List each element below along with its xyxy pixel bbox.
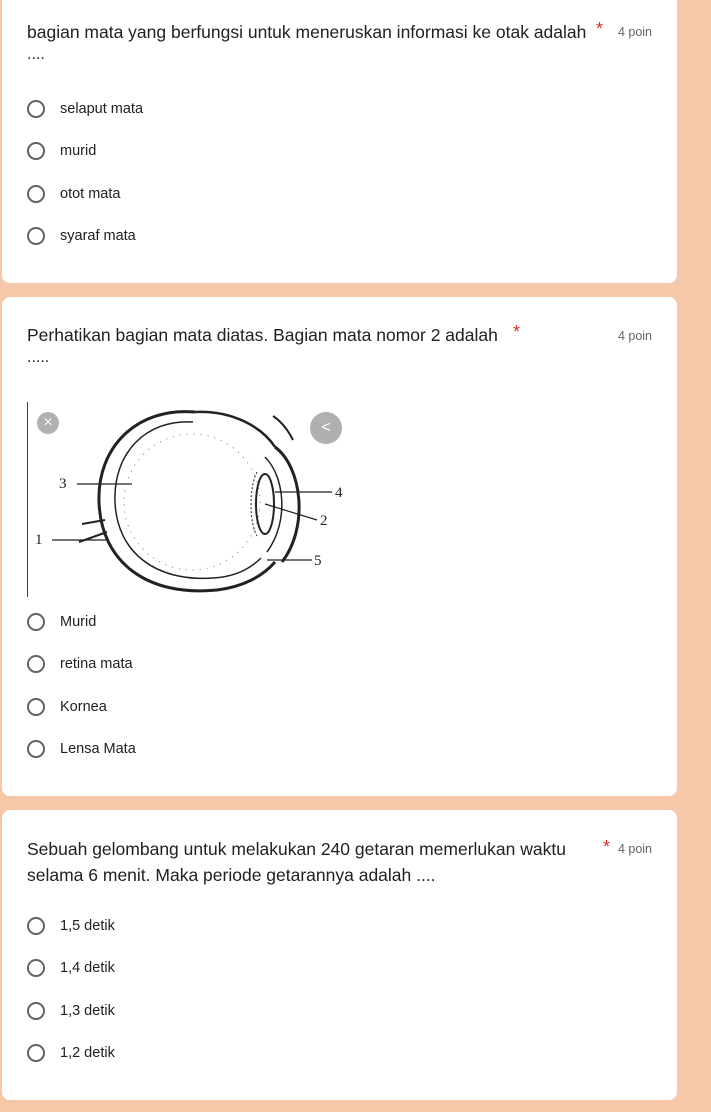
option-kornea[interactable] — [27, 695, 107, 719]
image-border — [27, 402, 28, 597]
option-otot-mata[interactable] — [27, 182, 120, 206]
question-3-points: 4 poin — [617, 842, 652, 856]
option-1-3-detik[interactable] — [27, 999, 115, 1023]
question-2-title: Perhatikan bagian mata diatas. Bagian mata nomor 2 adalah — [27, 325, 498, 345]
option-murid-2[interactable] — [27, 610, 96, 634]
required-asterisk: * — [603, 837, 611, 857]
question-1-points: 4 poin — [617, 25, 652, 39]
radio-button[interactable] — [27, 917, 45, 935]
radio-button[interactable] — [27, 185, 45, 203]
eye-diagram-image — [27, 402, 347, 597]
question-card-3 — [2, 810, 677, 1100]
radio-button[interactable] — [27, 142, 45, 160]
option-label: 1,3 detik — [60, 1003, 115, 1019]
option-syaraf-mata[interactable] — [27, 224, 136, 248]
option-label: 1,4 detik — [60, 960, 115, 976]
option-label: 1,2 detik — [60, 1045, 115, 1061]
option-label: Murid — [60, 614, 97, 630]
option-label: murid — [60, 143, 97, 159]
radio-button[interactable] — [27, 100, 45, 118]
eye-label-2: 2 — [320, 513, 328, 529]
close-icon[interactable]: × — [37, 412, 59, 434]
option-retina-mata[interactable] — [27, 652, 133, 676]
question-2-points: 4 poin — [617, 329, 652, 343]
option-label: 1,5 detik — [60, 918, 115, 934]
question-3-title-line-1: Sebuah gelombang untuk melakukan 240 getaran memerlukan waktu — [27, 839, 566, 859]
option-1-4-detik[interactable] — [27, 956, 115, 980]
question-3-title-line-2: selama 6 menit. Maka periode getarannya adalah .... — [27, 865, 436, 885]
radio-button[interactable] — [27, 655, 45, 673]
option-lensa-mata[interactable] — [27, 737, 136, 761]
option-label: selaput mata — [60, 101, 144, 117]
question-2-ellipsis: ..... — [27, 349, 50, 366]
question-1-title: bagian mata yang berfungsi untuk meneruskan informasi ke otak adalah — [27, 22, 587, 42]
required-asterisk: * — [596, 19, 604, 39]
radio-button[interactable] — [27, 613, 45, 631]
radio-button[interactable] — [27, 1044, 45, 1062]
question-card-2 — [2, 297, 677, 796]
option-selaput-mata[interactable] — [27, 97, 143, 121]
eye-label-1: 1 — [35, 532, 43, 548]
share-icon[interactable]: < — [310, 412, 342, 444]
question-card-1 — [2, 0, 677, 283]
radio-button[interactable] — [27, 1002, 45, 1020]
eye-diagram — [27, 402, 347, 597]
option-label: Lensa Mata — [60, 741, 136, 757]
eye-label-3: 3 — [59, 476, 67, 492]
radio-button[interactable] — [27, 959, 45, 977]
radio-button[interactable] — [27, 698, 45, 716]
radio-button[interactable] — [27, 227, 45, 245]
question-1-ellipsis: .... — [27, 46, 45, 63]
option-murid[interactable] — [27, 139, 96, 163]
option-label: otot mata — [60, 186, 121, 202]
radio-button[interactable] — [27, 740, 45, 758]
required-asterisk: * — [513, 322, 521, 342]
option-1-5-detik[interactable] — [27, 914, 115, 938]
option-label: syaraf mata — [60, 228, 136, 244]
eye-label-5: 5 — [314, 553, 322, 569]
option-1-2-detik[interactable] — [27, 1041, 115, 1065]
eye-label-4: 4 — [335, 485, 343, 501]
option-label: retina mata — [60, 656, 133, 672]
option-label: Kornea — [60, 699, 107, 715]
